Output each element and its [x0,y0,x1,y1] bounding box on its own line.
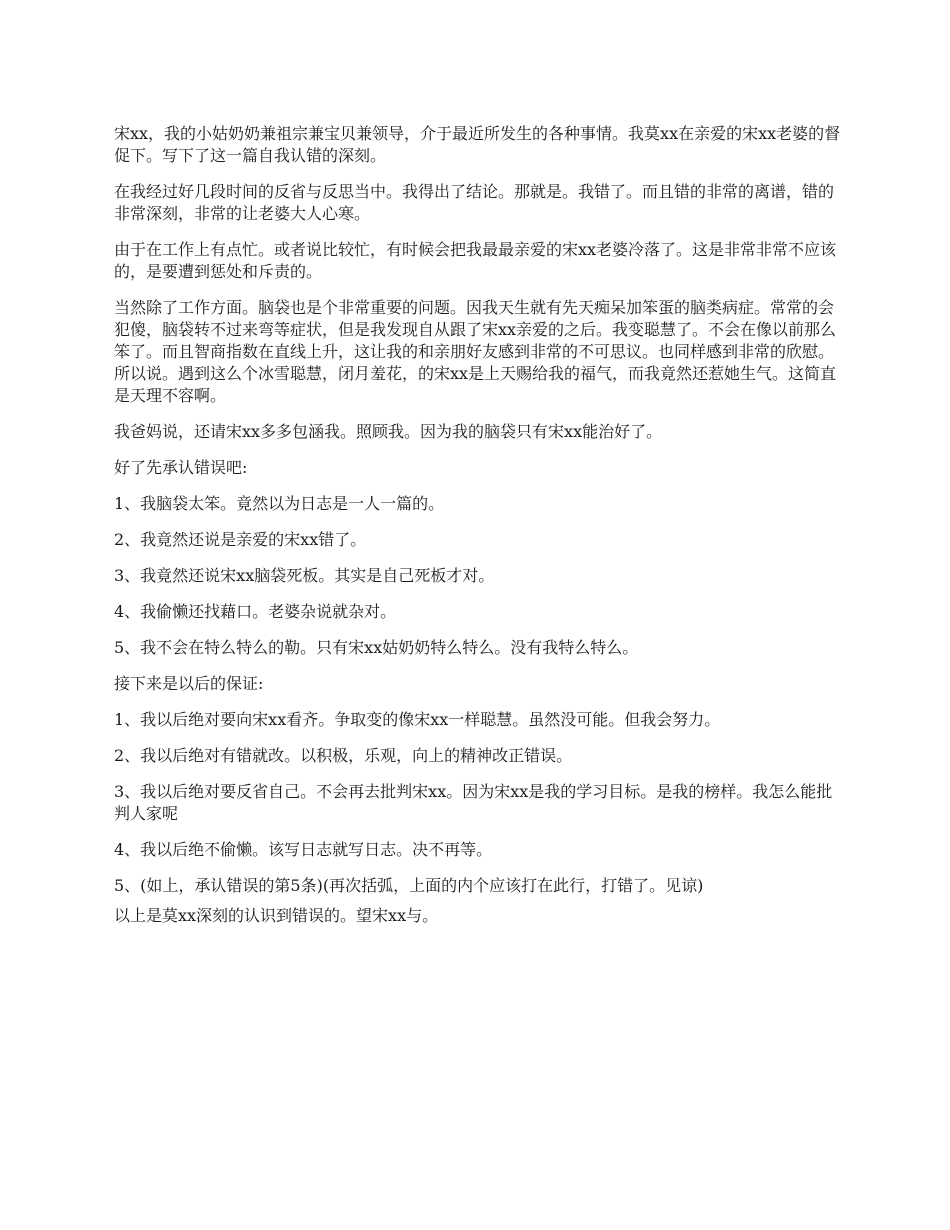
paragraph-reflection: 在我经过好几段时间的反省与反思当中。我得出了结论。那就是。我错了。而且错的非常的离谱，错的非常深刻，非常的让老婆大人心寒。 [114,182,835,223]
guarantee-item-3: 3、我以后绝对要反省自己。不会再去批判宋xx。因为宋xx是我的学习目标。是我的榜样。我怎么能批判人家呢 [114,782,833,823]
guarantee-item-1: 1、我以后绝对要向宋xx看齐。争取变的像宋xx一样聪慧。虽然没可能。但我会努力。 [114,710,721,729]
document-body [114,123,844,941]
error-item-4: 4、我偷懒还找藉口。老婆杂说就杂对。 [114,602,397,621]
paragraph-parents: 我爸妈说，还请宋xx多多包涵我。照顾我。因为我的脑袋只有宋xx能治好了。 [114,422,663,441]
error-item-3: 3、我竟然还说宋xx脑袋死板。其实是自己死板才对。 [114,566,495,585]
guarantee-item-5: 5、(如上，承认错误的第5条)(再次括弧，上面的内个应该打在此行，打错了。见谅) [114,876,704,895]
error-item-1: 1、我脑袋太笨。竟然以为日志是一人一篇的。 [114,494,445,513]
guarantee-item-2: 2、我以后绝对有错就改。以积极，乐观，向上的精神改正错误。 [114,746,573,765]
guarantee-item-4: 4、我以后绝不偷懒。该写日志就写日志。决不再等。 [114,840,493,859]
paragraph-work: 由于在工作上有点忙。或者说比较忙，有时候会把我最最亲爱的宋xx老婆冷落了。这是非常非常不应该的，是要遭到惩处和斥责的。 [114,240,837,281]
paragraph-brain: 当然除了工作方面。脑袋也是个非常重要的问题。因我天生就有先天痴呆加笨蛋的脑类病症。常常的会犯傻，脑袋转不过来弯等症状，但是我发现自从跟了宋xx亲爱的之后。我变聪慧了。不会在像以前那么笨了。而且智商指数在直线上升，这让我的和亲朋好友感到非常的不可思议。也同样感到非常的欣慰。所以说。遇到这么个冰雪聪慧，闭月羞花，的宋xx是上天赐给我的福气，而我竟然还惹她生气。这简直是天理不容啊。 [114,298,837,405]
heading-guarantees: 接下来是以后的保证: [114,674,264,693]
paragraph-closing: 以上是莫xx深刻的认识到错误的。望宋xx与。 [114,906,439,925]
error-item-2: 2、我竟然还说是亲爱的宋xx错了。 [114,530,367,549]
heading-admit-errors: 好了先承认错误吧: [114,458,248,477]
error-item-5: 5、我不会在特么特么的勒。只有宋xx姑奶奶特么特么。没有我特么特么。 [114,638,639,657]
paragraph-intro: 宋xx，我的小姑奶奶兼祖宗兼宝贝兼领导，介于最近所发生的各种事情。我莫xx在亲爱的宋xx老婆的督促下。写下了这一篇自我认错的深刻。 [114,124,841,165]
